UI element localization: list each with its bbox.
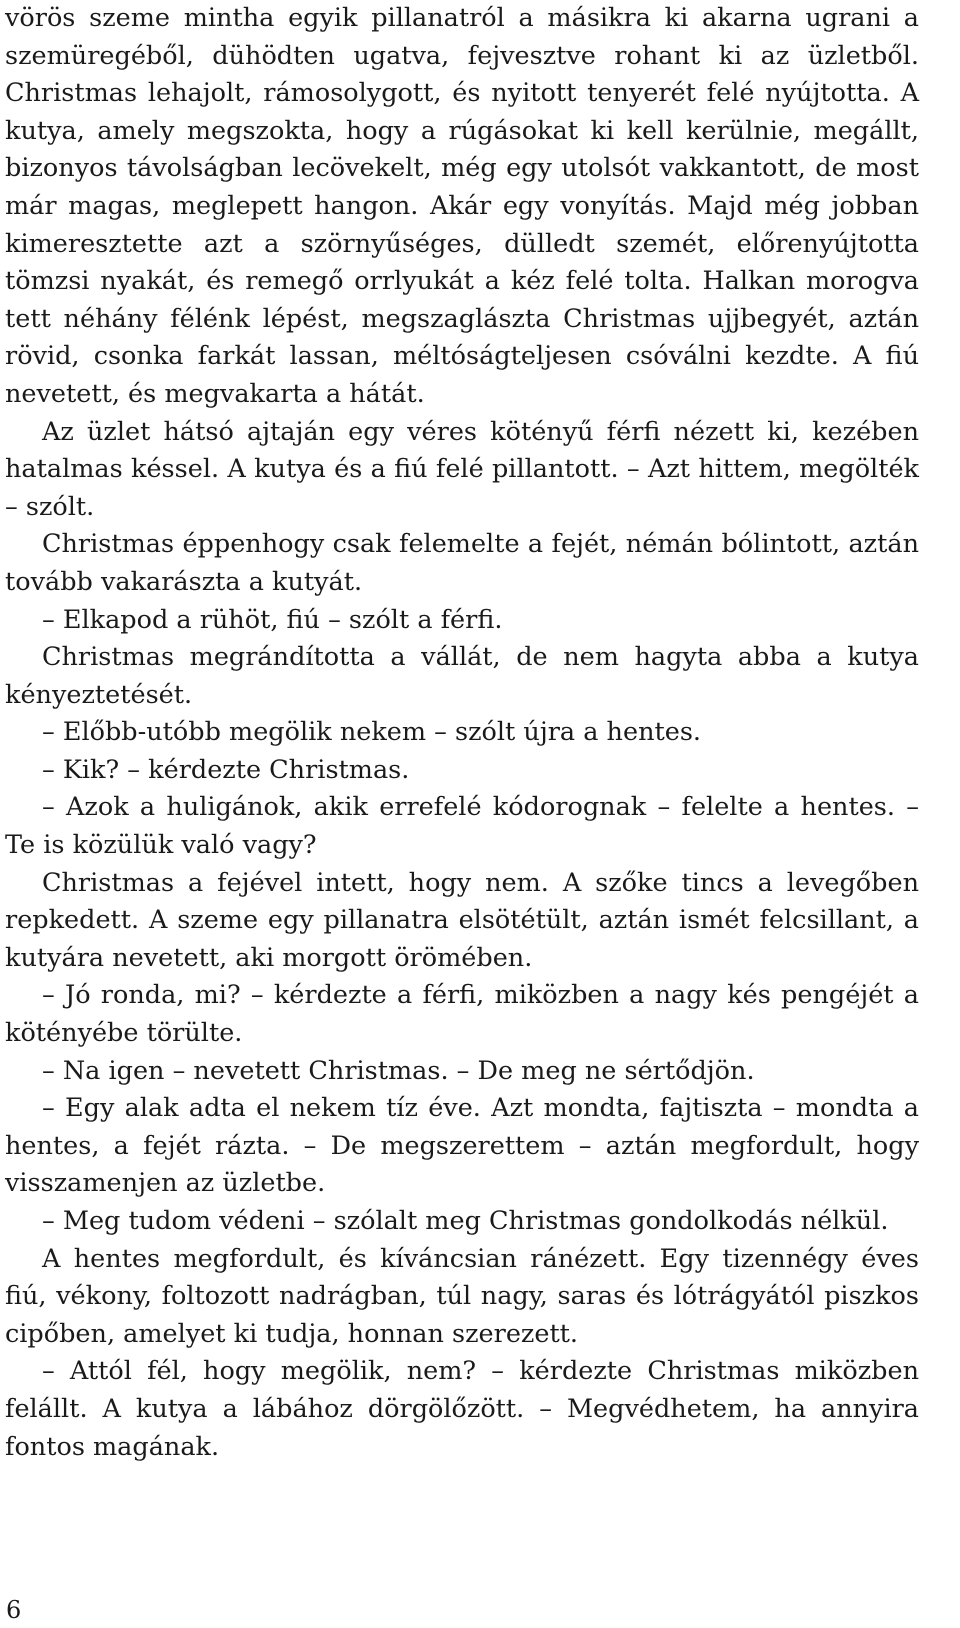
- paragraph: – Egy alak adta el nekem tíz éve. Azt mondta, fajtiszta – mondta a hentes, a fejét rázta. – De megszerettem – aztán megfordult, hogy visszamenjen az üzletbe.: [5, 1093, 919, 1199]
- paragraph: A hentes megfordult, és kíváncsian ránézett. Egy tizennégy éves fiú, vékony, foltozott nadrágban, túl nagy, saras és lótrágyától piszkos cipőben, amelyet ki tudja, honnan szerezett.: [5, 1243, 919, 1349]
- book-page-text: [5, 0, 919, 1466]
- paragraph: – Elkapod a rühöt, fiú – szólt a férfi.: [42, 604, 503, 635]
- paragraph: – Azok a huligánok, akik errefelé kódorognak – felelte a hentes. – Te is közülük való vagy?: [5, 792, 919, 861]
- page-number: 6: [6, 1596, 22, 1624]
- paragraph: – Jó ronda, mi? – kérdezte a férfi, miközben a nagy kés pengéjét a kötényébe törülte.: [5, 980, 919, 1049]
- paragraph: Christmas a fejével intett, hogy nem. A szőke tincs a levegőben repkedett. A szeme egy pillanatra elsötétült, aztán ismét felcsillant, a kutyára nevetett, aki morgott örömében.: [5, 867, 919, 973]
- paragraph-continued: vörös szeme mintha egyik pillanatról a másikra ki akarna ugrani a szemüregéből, dühödten ugatva, fejvesztve rohant ki az üzletből. Christmas lehajolt, rámosolygott, és nyitott tenyerét felé nyújtotta. A kutya, amely megszokta, hogy a rúgásokat ki kell kerülnie, megállt, bizonyos távolságban lecövekelt, még egy utolsót vakkantott, de most már magas, meglepett hangon. Akár egy vonyítás. Majd még jobban kimeresztette azt a szörnyűséges, dülledt szemét, előrenyújtotta tömzsi nyakát, és remegő orrlyukát a kéz felé tolta. Halkan morogva tett néhány félénk lépést, megszaglászta Christmas ujjbegyét, aztán rövid, csonka farkát lassan, méltóságteljesen csóválni kezdte. A fiú nevetett, és megvakarta a hátát.: [5, 3, 919, 409]
- paragraph: – Attól fél, hogy megölik, nem? – kérdezte Christmas miközben felállt. A kutya a lábához dörgölőzött. – Megvédhetem, ha annyira fontos magának.: [5, 1356, 919, 1462]
- paragraph: Az üzlet hátsó ajtaján egy véres kötényű férfi nézett ki, kezében hatalmas késsel. A kutya és a fiú felé pillantott. – Azt hittem, megölték – szólt.: [5, 416, 919, 522]
- paragraph: – Meg tudom védeni – szólalt meg Christmas gondolkodás nélkül.: [42, 1206, 889, 1236]
- paragraph: – Kik? – kérdezte Christmas.: [42, 754, 410, 785]
- paragraph: Christmas megrándította a vállát, de nem hagyta abba a kutya kényeztetését.: [5, 642, 919, 710]
- paragraph: – Előbb-utóbb megölik nekem – szólt újra a hentes.: [42, 717, 702, 748]
- paragraph: – Na igen – nevetett Christmas. – De meg ne sértődjön.: [42, 1055, 755, 1086]
- paragraph: Christmas éppenhogy csak felemelte a fejét, némán bólintott, aztán tovább vakarászta a kutyát.: [5, 529, 919, 597]
